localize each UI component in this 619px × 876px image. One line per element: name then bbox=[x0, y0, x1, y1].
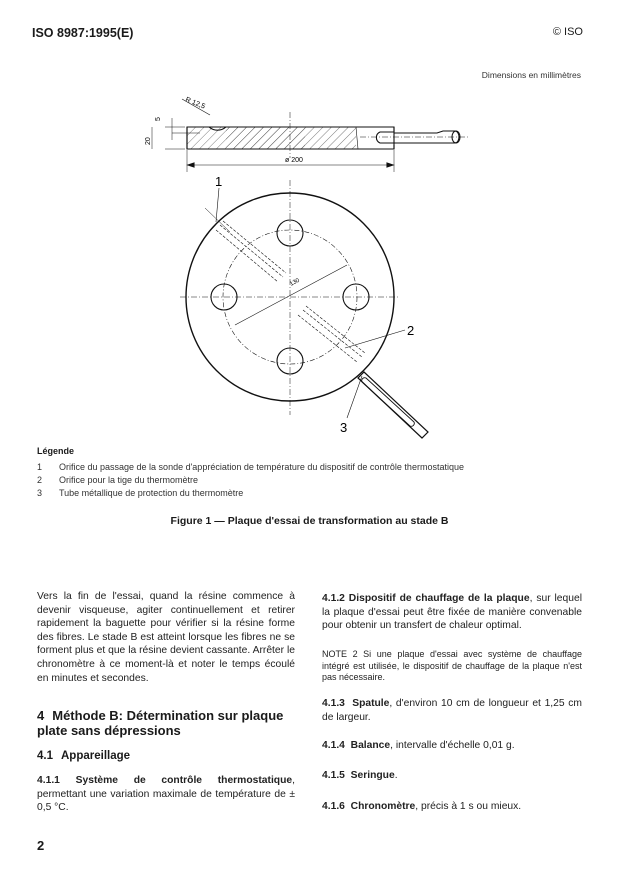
dim-depth: 5 bbox=[155, 117, 162, 121]
item-number: 4.1.1 bbox=[37, 775, 60, 786]
item-4-1-3 bbox=[322, 697, 582, 724]
item-text: , précis à 1 s ou mieux. bbox=[415, 801, 522, 812]
units-note: Dimensions en millimètres bbox=[481, 70, 581, 80]
standard-id: ISO 8987:1995(E) bbox=[32, 26, 134, 40]
item-term: Spatule bbox=[352, 698, 390, 709]
callout-3: 3 bbox=[340, 420, 348, 435]
legend-num: 2 bbox=[37, 475, 43, 486]
item-4-1-1 bbox=[37, 774, 295, 815]
legend-text: Orifice pour la tige du thermomètre bbox=[59, 475, 199, 486]
dim-diameter: ø 200 bbox=[285, 157, 303, 164]
legend-list bbox=[37, 461, 464, 501]
item-term: Seringue bbox=[350, 770, 395, 781]
legend-num: 3 bbox=[37, 488, 43, 499]
section-number: 4 bbox=[37, 708, 45, 723]
section-view bbox=[152, 99, 470, 172]
legend-title: Légende bbox=[37, 446, 75, 456]
item-text: , intervalle d'échelle 0,01 g. bbox=[390, 740, 515, 751]
item-4-1-2 bbox=[322, 592, 582, 633]
legend-text: Orifice du passage de la sonde d'appréciation de température du dispositif de contrôle thermostatique bbox=[59, 462, 464, 472]
section-title: Méthode B: Détermination sur plaque plate sans dépressions bbox=[37, 708, 284, 738]
item-term: Dispositif de chauffage de la plaque bbox=[348, 593, 530, 604]
section-4-heading bbox=[37, 708, 297, 738]
item-4-1-5 bbox=[322, 769, 582, 783]
item-number: 4.1.3 bbox=[322, 698, 345, 709]
callout-2: 2 bbox=[407, 323, 415, 338]
item-number: 4.1.2 bbox=[322, 593, 345, 604]
item-text: , sur lequel la plaque d'essai peut être fixée de manière convenable pour obtenir un transfert de chaleur optimal. bbox=[322, 593, 582, 632]
dim-radius: R 12,5 bbox=[184, 96, 206, 111]
item-term: Système de contrôle thermostatique bbox=[75, 775, 293, 786]
dim-hole-circle: 130 bbox=[289, 277, 301, 288]
dim-thickness: 20 bbox=[145, 137, 152, 145]
plan-view bbox=[180, 180, 428, 438]
item-4-1-6 bbox=[322, 800, 582, 814]
item-number: 4.1.5 bbox=[322, 770, 345, 781]
callout-1: 1 bbox=[215, 174, 223, 189]
item-number: 4.1.6 bbox=[322, 801, 345, 812]
section-title: Appareillage bbox=[61, 750, 131, 762]
note-2: NOTE 2 Si une plaque d'essai avec système de chauffage intégré est utilisée, le dispositif de chauffage de la plaque n'est pas nécessaire. bbox=[322, 649, 582, 682]
legend-text: Tube métallique de protection du thermomètre bbox=[59, 488, 244, 499]
copyright: © ISO bbox=[552, 26, 583, 38]
item-term: Chronomètre bbox=[350, 801, 416, 812]
legend-item bbox=[37, 474, 464, 487]
figure-caption: Figure 1 — Plaque d'essai de transformation au stade B bbox=[170, 515, 449, 527]
legend-item bbox=[37, 461, 464, 474]
legend-num: 1 bbox=[37, 462, 43, 472]
item-text: . bbox=[394, 770, 398, 781]
item-4-1-4 bbox=[322, 739, 582, 753]
item-number: 4.1.4 bbox=[322, 740, 345, 751]
intro-paragraph: Vers la fin de l'essai, quand la résine commence à devenir visqueuse, agiter continuellement et retirer rapidement la baguette pour vérifier si la résine forme des fibres. Le stade B est atteint lorsque les fibres ne se forment plus et que la résine devient cassante. Arrêter le chronomètre à ce moment-là et noter le temps écoulé en minutes et secondes. bbox=[37, 591, 295, 684]
legend-item bbox=[37, 487, 464, 500]
item-text: , permettant une variation maximale de température de ± 0,5 °C. bbox=[37, 775, 295, 814]
section-number: 4.1 bbox=[37, 750, 53, 762]
item-term: Balance bbox=[350, 740, 391, 751]
section-4-1-heading bbox=[37, 750, 130, 762]
page-number: 2 bbox=[37, 838, 45, 853]
item-text: , d'environ 10 cm de longueur et 1,25 cm de largeur. bbox=[322, 698, 582, 723]
